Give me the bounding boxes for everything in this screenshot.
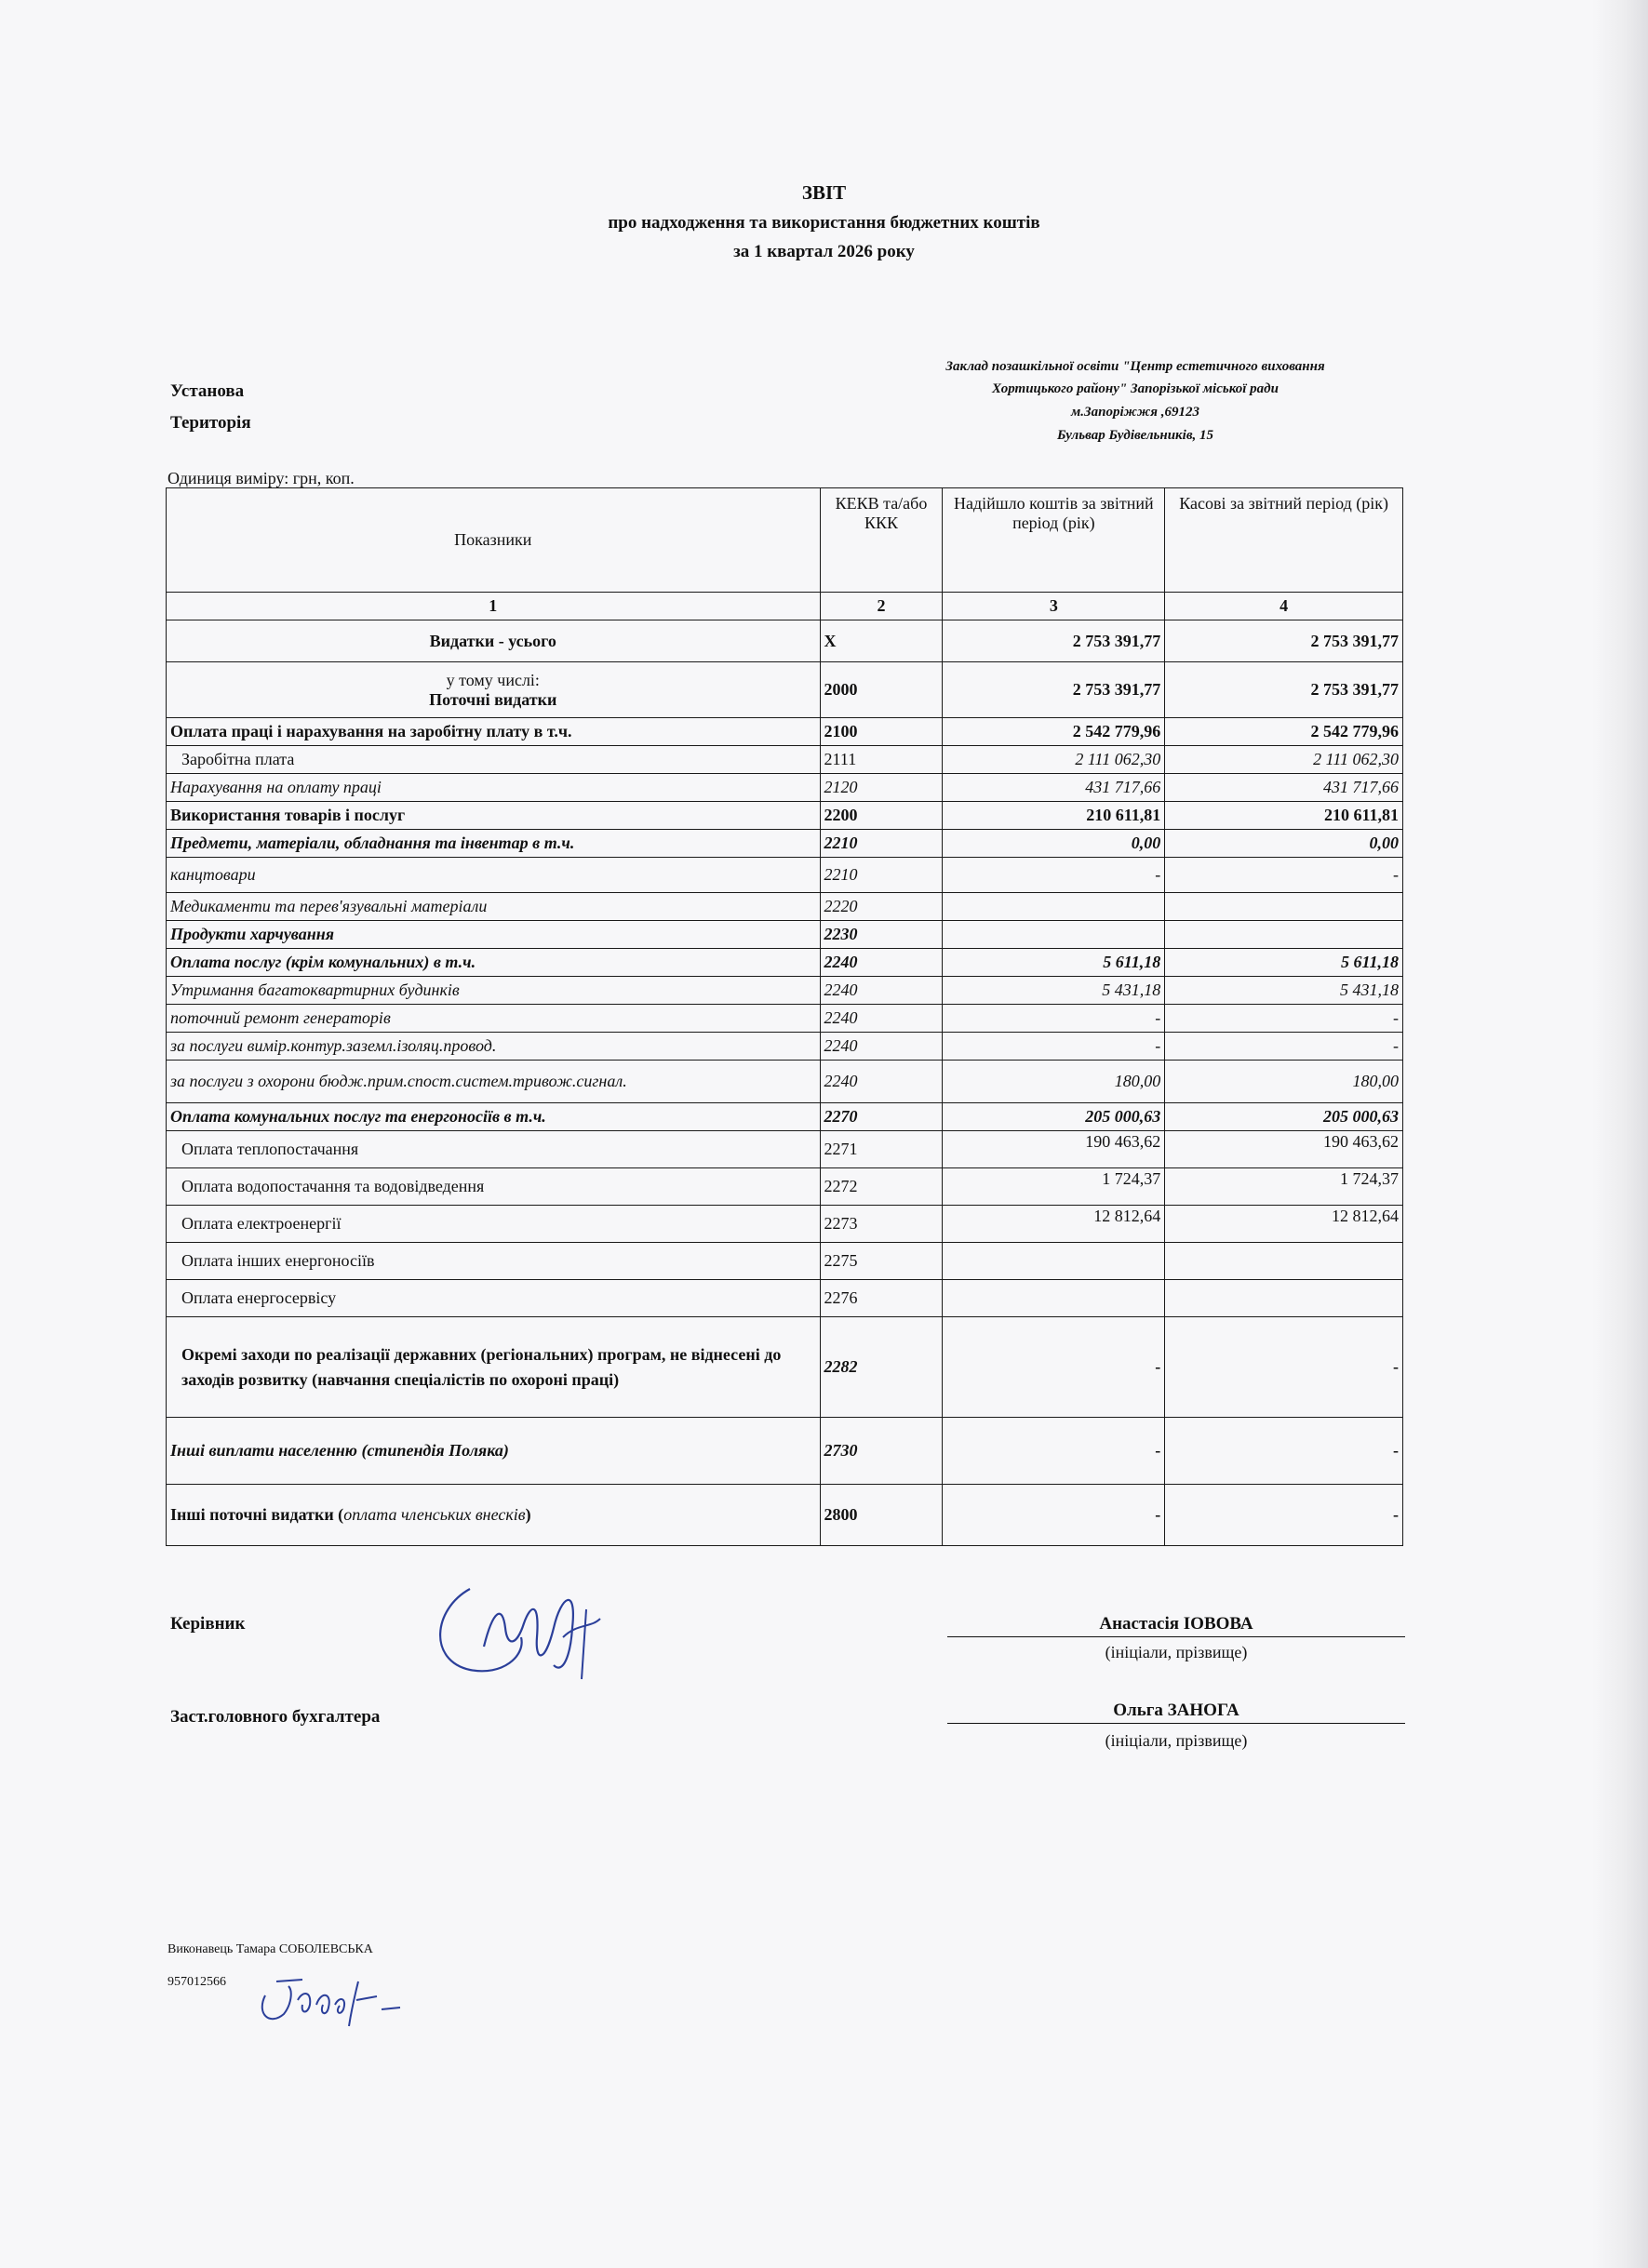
- row-received: 0,00: [943, 830, 1165, 858]
- row-name: Оплата енергосервісу: [167, 1280, 821, 1317]
- row-name: за послуги з охорони бюдж.прим.спост.систем.тривож.сигнал.: [167, 1061, 821, 1103]
- row-received: -: [943, 1418, 1165, 1485]
- row-received: -: [943, 1005, 1165, 1033]
- institution-address-line1: м.Запоріжжя ,69123: [1071, 405, 1199, 420]
- row-kekv: 2000: [820, 662, 943, 718]
- row-name: Інші виплати населенню (стипендія Поляка): [167, 1418, 821, 1485]
- row-cash: 2 542 779,96: [1165, 718, 1403, 746]
- row-name: Утримання багатоквартирних будинків: [167, 977, 821, 1005]
- table-row: [167, 662, 1403, 718]
- row-name: Заробітна плата: [167, 746, 821, 774]
- report-subtitle: про надходження та використання бюджетних коштів: [608, 213, 1040, 233]
- row-kekv: 2275: [820, 1243, 943, 1280]
- page-edge: [1592, 0, 1648, 2268]
- row-name: Оплата послуг (крім комунальних) в т.ч.: [167, 949, 821, 977]
- row-kekv: 2282: [820, 1317, 943, 1418]
- row-cash: -: [1165, 1005, 1403, 1033]
- table-row: [167, 1033, 1403, 1061]
- row-cash: -: [1165, 858, 1403, 893]
- col-number: 2: [820, 593, 943, 620]
- row-kekv: 2276: [820, 1280, 943, 1317]
- row-name-italic: оплата членських внесків: [343, 1505, 526, 1524]
- row-cash: 210 611,81: [1165, 802, 1403, 830]
- row-name: Оплата праці і нарахування на заробітну плату в т.ч.: [167, 718, 821, 746]
- row-cash: 0,00: [1165, 830, 1403, 858]
- row-received: 190 463,62: [943, 1131, 1165, 1168]
- row-received: 12 812,64: [943, 1206, 1165, 1243]
- row-cash: 431 717,66: [1165, 774, 1403, 802]
- table-row: [167, 1485, 1403, 1546]
- row-received: 2 753 391,77: [943, 662, 1165, 718]
- head-signature: [414, 1572, 628, 1693]
- row-name: Оплата комунальних послуг та енергоносіїв в т.ч.: [167, 1103, 821, 1131]
- row-name: Медикаменти та перев'язувальні матеріали: [167, 893, 821, 921]
- col-number: 4: [1165, 593, 1403, 620]
- table-row: [167, 893, 1403, 921]
- row-received: -: [943, 1033, 1165, 1061]
- row-cash: 5 431,18: [1165, 977, 1403, 1005]
- institution-name-line1: Заклад позашкільної освіти "Центр естетичного виховання: [945, 359, 1325, 374]
- row-kekv: 2270: [820, 1103, 943, 1131]
- row-received: [943, 1280, 1165, 1317]
- row-cash: -: [1165, 1485, 1403, 1546]
- table-row: [167, 1243, 1403, 1280]
- row-cash: 2 753 391,77: [1165, 620, 1403, 662]
- row-name: Предмети, матеріали, обладнання та інвентар в т.ч.: [167, 830, 821, 858]
- row-kekv: 2730: [820, 1418, 943, 1485]
- row-name-start: Інші поточні видатки (: [170, 1505, 344, 1524]
- row-received: 2 753 391,77: [943, 620, 1165, 662]
- row-name: Видатки - усього: [167, 620, 821, 662]
- table-row: [167, 1206, 1403, 1243]
- row-cash: 205 000,63: [1165, 1103, 1403, 1131]
- row-name: Оплата теплопостачання: [167, 1131, 821, 1168]
- executor-name: Виконавець Тамара СОБОЛЕВСЬКА: [167, 1942, 373, 1956]
- row-kekv: 2111: [820, 746, 943, 774]
- row-name: Використання товарів і послуг: [167, 802, 821, 830]
- row-name-end: ): [525, 1505, 531, 1524]
- head-name-caption: (ініціали, прізвище): [1105, 1643, 1248, 1661]
- row-kekv: 2800: [820, 1485, 943, 1546]
- table-row: [167, 1061, 1403, 1103]
- table-row: [167, 620, 1403, 662]
- row-name: [167, 1485, 821, 1546]
- col-number: 1: [167, 593, 821, 620]
- row-name: Оплата інших енергоносіїв: [167, 1243, 821, 1280]
- row-received: 180,00: [943, 1061, 1165, 1103]
- row-kekv: 2220: [820, 893, 943, 921]
- row-name-main: Поточні видатки: [429, 689, 557, 709]
- row-kekv: 2210: [820, 858, 943, 893]
- row-cash: 12 812,64: [1165, 1206, 1403, 1243]
- row-kekv: 2120: [820, 774, 943, 802]
- head-label: Керівник: [170, 1614, 246, 1634]
- head-name: Анастасія ІОВОВА: [947, 1614, 1405, 1637]
- institution-address-line2: Бульвар Будівельників, 15: [1056, 428, 1214, 443]
- institution-label: Установа: [170, 381, 245, 401]
- table-row: [167, 718, 1403, 746]
- row-name-prefix: у тому числі:: [446, 670, 540, 689]
- row-name: [167, 662, 821, 718]
- header-received: Надійшло коштів за звітний період (рік): [943, 488, 1165, 593]
- row-name: поточний ремонт генераторів: [167, 1005, 821, 1033]
- executor-signature: [247, 1963, 414, 2033]
- row-received: -: [943, 1317, 1165, 1418]
- units-of-measure: Одиниця виміру: грн, коп.: [167, 469, 355, 487]
- row-name: Продукти харчування: [167, 921, 821, 949]
- row-kekv: 2240: [820, 1061, 943, 1103]
- row-received: 205 000,63: [943, 1103, 1165, 1131]
- table-row: [167, 802, 1403, 830]
- institution-name-line2: Хортицького району" Запорізької міської ради: [992, 381, 1279, 396]
- table-row: [167, 746, 1403, 774]
- row-kekv: 2273: [820, 1206, 943, 1243]
- row-name: Окремі заходи по реалізації державних (регіональних) програм, не віднесені до заходів розвитку (навчання спеціалістів по охороні праці): [167, 1317, 821, 1418]
- row-kekv: X: [820, 620, 943, 662]
- row-cash: [1165, 921, 1403, 949]
- row-cash: -: [1165, 1317, 1403, 1418]
- row-kekv: 2240: [820, 977, 943, 1005]
- row-received: 5 431,18: [943, 977, 1165, 1005]
- row-cash: 180,00: [1165, 1061, 1403, 1103]
- row-cash: 190 463,62: [1165, 1131, 1403, 1168]
- row-kekv: 2100: [820, 718, 943, 746]
- table-row: [167, 1103, 1403, 1131]
- row-kekv: 2240: [820, 1005, 943, 1033]
- table-row: [167, 774, 1403, 802]
- row-kekv: 2200: [820, 802, 943, 830]
- row-received: [943, 1243, 1165, 1280]
- row-name: Оплата електроенергії: [167, 1206, 821, 1243]
- deputy-name-caption: (ініціали, прізвище): [1105, 1731, 1248, 1750]
- row-name: канцтовари: [167, 858, 821, 893]
- row-received: 2 542 779,96: [943, 718, 1165, 746]
- row-name: за послуги вимір.контур.заземл.ізоляц.провод.: [167, 1033, 821, 1061]
- row-received: 5 611,18: [943, 949, 1165, 977]
- row-cash: -: [1165, 1033, 1403, 1061]
- row-kekv: 2210: [820, 830, 943, 858]
- row-received: 431 717,66: [943, 774, 1165, 802]
- row-cash: 5 611,18: [1165, 949, 1403, 977]
- header-indicators: Показники: [167, 488, 821, 593]
- header-kekv: КЕКВ та/або ККК: [820, 488, 943, 593]
- row-cash: [1165, 1280, 1403, 1317]
- row-kekv: 2272: [820, 1168, 943, 1206]
- table-row: [167, 921, 1403, 949]
- header-cash: Касові за звітний період (рік): [1165, 488, 1403, 593]
- row-kekv: 2240: [820, 1033, 943, 1061]
- table-row: [167, 830, 1403, 858]
- row-name: Оплата водопостачання та водовідведення: [167, 1168, 821, 1206]
- column-number-row: [167, 593, 1403, 620]
- row-received: 210 611,81: [943, 802, 1165, 830]
- row-received: -: [943, 858, 1165, 893]
- deputy-accountant-label: Заст.головного бухгалтера: [170, 1707, 381, 1727]
- table-header-row: [167, 488, 1403, 593]
- row-kekv: 2240: [820, 949, 943, 977]
- row-name: Нарахування на оплату праці: [167, 774, 821, 802]
- row-cash: 1 724,37: [1165, 1168, 1403, 1206]
- deputy-name: Ольга ЗАНОГА: [947, 1701, 1405, 1724]
- row-cash: 2 753 391,77: [1165, 662, 1403, 718]
- row-cash: [1165, 893, 1403, 921]
- row-kekv: 2230: [820, 921, 943, 949]
- table-row: [167, 1005, 1403, 1033]
- row-cash: -: [1165, 1418, 1403, 1485]
- col-number: 3: [943, 593, 1165, 620]
- row-cash: 2 111 062,30: [1165, 746, 1403, 774]
- table-row: [167, 1131, 1403, 1168]
- table-row: [167, 1418, 1403, 1485]
- row-received: [943, 893, 1165, 921]
- table-row: [167, 1317, 1403, 1418]
- row-cash: [1165, 1243, 1403, 1280]
- table-row: [167, 1168, 1403, 1206]
- row-received: 1 724,37: [943, 1168, 1165, 1206]
- executor-phone: 957012566: [167, 1975, 226, 1989]
- row-kekv: 2271: [820, 1131, 943, 1168]
- report-title: ЗВІТ: [801, 181, 847, 204]
- report-period: за 1 квартал 2026 року: [733, 242, 915, 261]
- table-row: [167, 949, 1403, 977]
- table-row: [167, 977, 1403, 1005]
- table-row: [167, 1280, 1403, 1317]
- table-row: [167, 858, 1403, 893]
- row-received: [943, 921, 1165, 949]
- row-received: 2 111 062,30: [943, 746, 1165, 774]
- territory-label: Територія: [170, 413, 251, 433]
- row-received: -: [943, 1485, 1165, 1546]
- budget-report-table: [166, 487, 1403, 1546]
